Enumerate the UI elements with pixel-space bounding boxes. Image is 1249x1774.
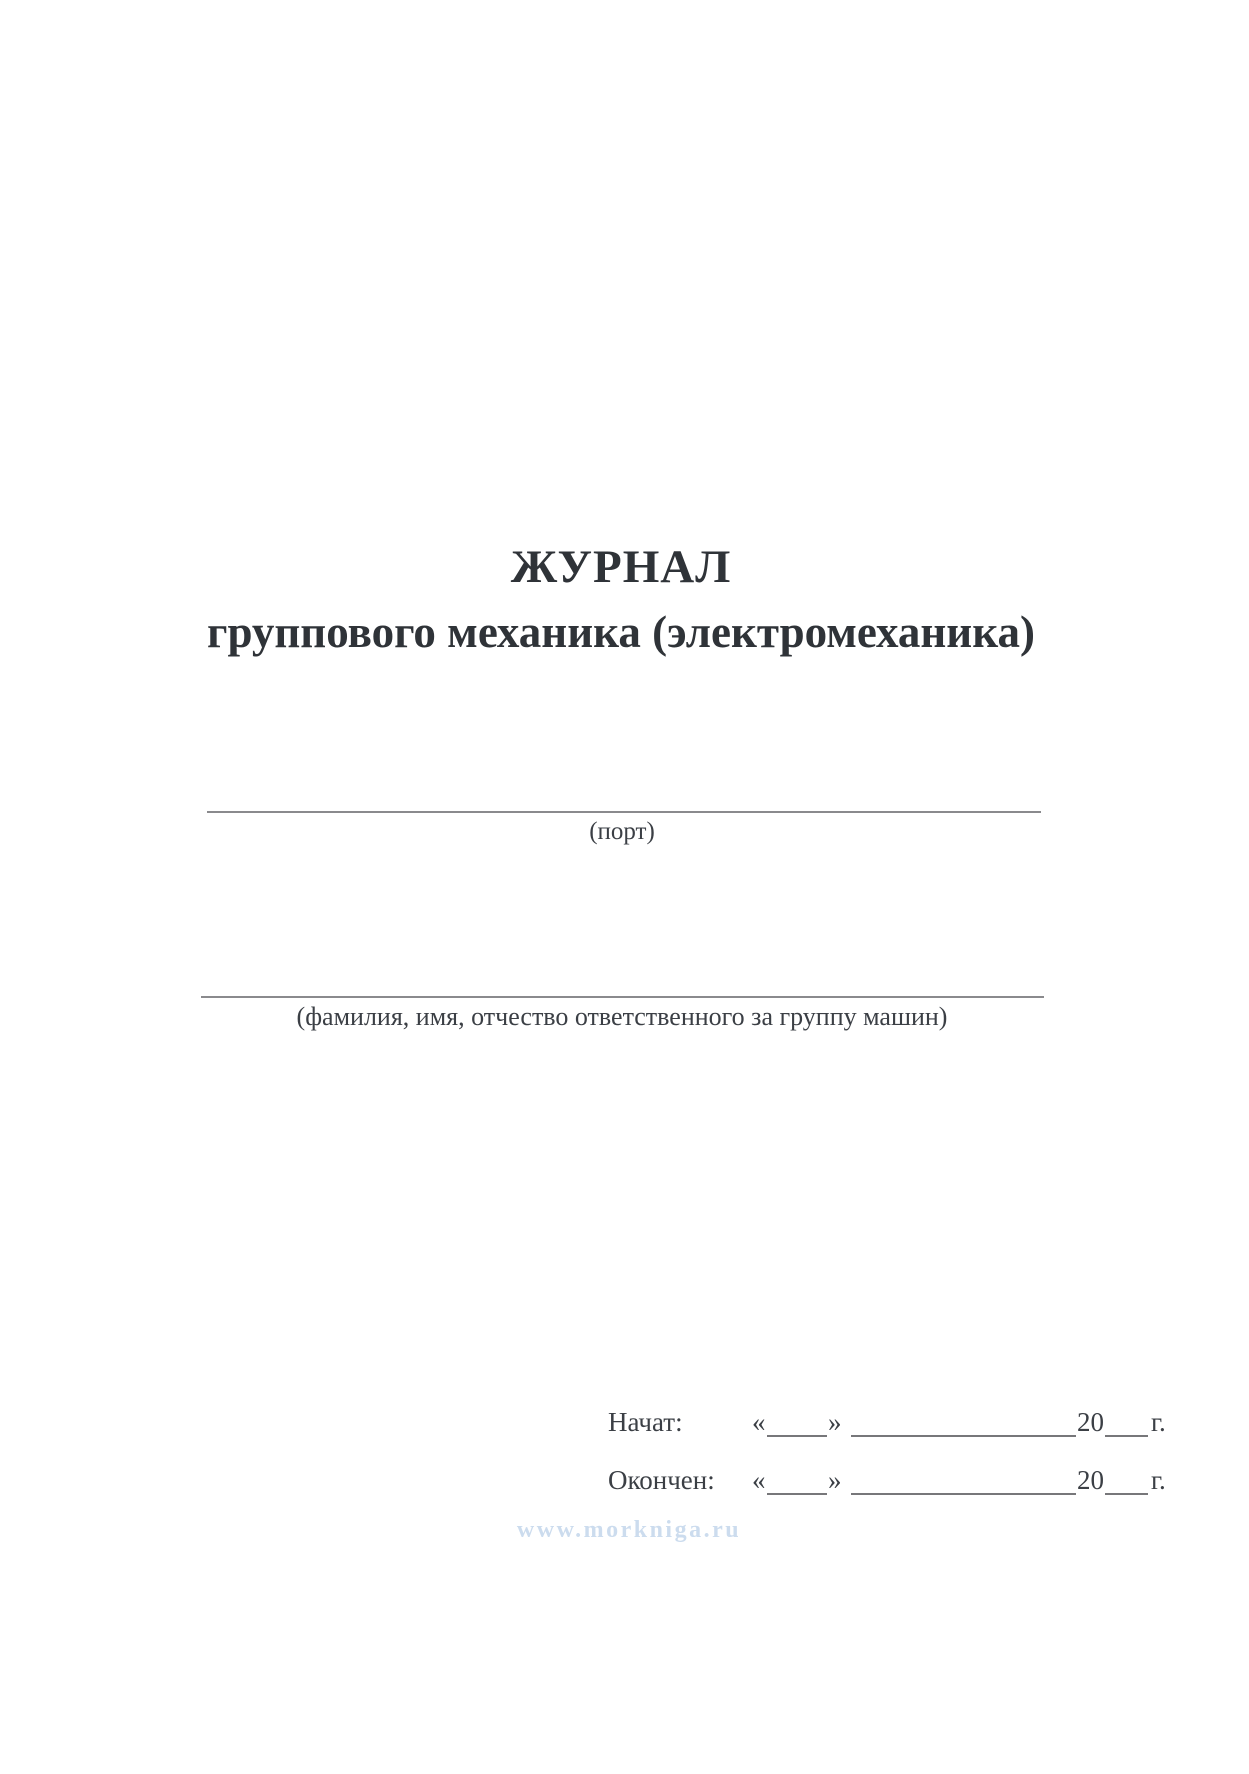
responsible-blank-line (201, 996, 1044, 998)
responsible-caption: (фамилия, имя, отчество ответственного за группу машин) (296, 1002, 948, 1031)
started-year-blank (1105, 1404, 1148, 1437)
finished-day-blank (767, 1462, 827, 1495)
finished-date-row (0, 1462, 1249, 1498)
closing-guillemet: » (828, 1465, 842, 1495)
port-caption: (порт) (589, 818, 655, 845)
started-year-prefix: 20 (1077, 1407, 1104, 1437)
page-subtitle: группового механика (электромеханика) (207, 607, 1035, 657)
opening-guillemet: « (752, 1465, 766, 1495)
page-title: ЖУРНАЛ (510, 541, 732, 593)
started-month-blank (851, 1404, 1076, 1437)
closing-guillemet: » (828, 1407, 842, 1437)
finished-label: Окончен: (608, 1465, 715, 1495)
started-label: Начат: (608, 1407, 683, 1437)
finished-year-blank (1105, 1462, 1148, 1495)
finished-year-prefix: 20 (1077, 1465, 1104, 1495)
started-day-blank (767, 1404, 827, 1437)
finished-month-blank (851, 1462, 1076, 1495)
port-blank-line (207, 811, 1041, 813)
started-date-row (0, 1404, 1249, 1440)
watermark: www.morkniga.ru (516, 1517, 742, 1543)
opening-guillemet: « (752, 1407, 766, 1437)
started-year-suffix: г. (1151, 1407, 1166, 1437)
finished-year-suffix: г. (1151, 1465, 1166, 1495)
